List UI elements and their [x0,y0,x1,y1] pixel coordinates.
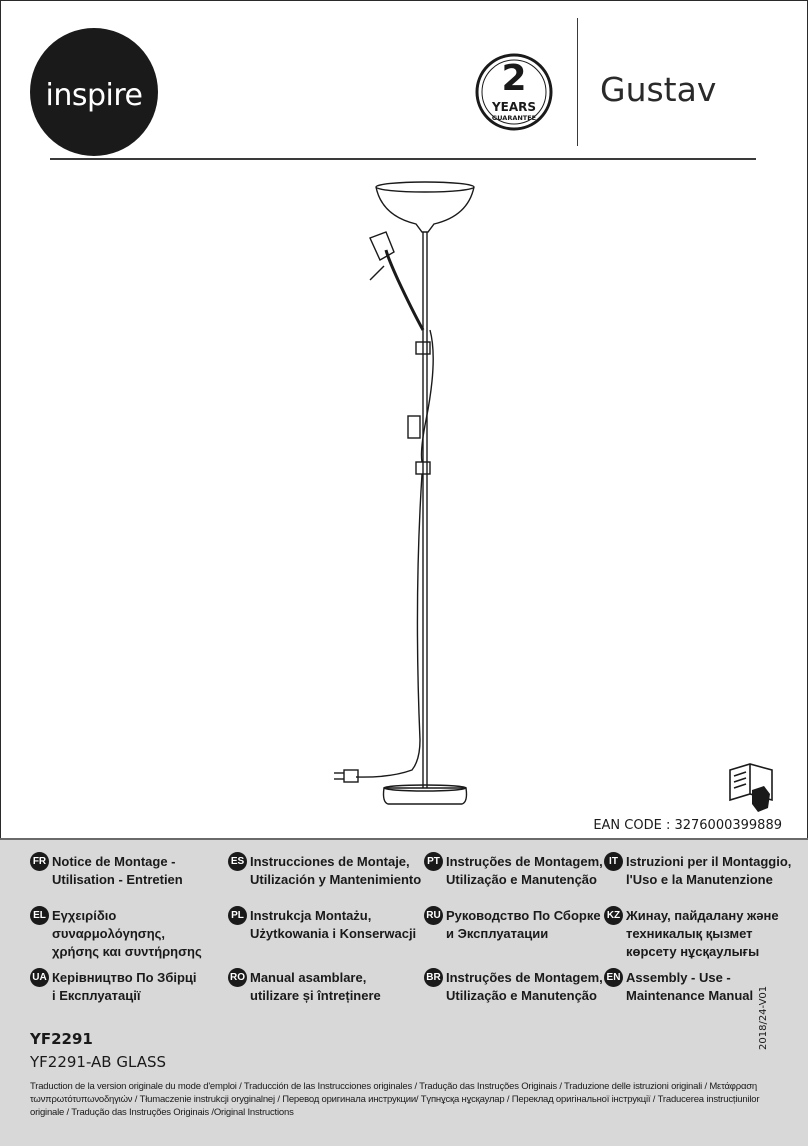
manual-book-icon [724,760,778,816]
language-badge: ES [228,852,247,871]
language-title [250,969,428,1005]
guarantee-badge [474,52,554,132]
language-line: і Експлуатації [52,988,141,1003]
model-number: YF2291 [30,1030,93,1048]
language-line: Руководство По Сборке [446,908,601,923]
language-title [250,907,428,943]
language-title [626,969,804,1005]
language-line: χρήσης και συντήρησης [52,944,202,959]
language-line: Instruções de Montagem, [446,854,603,869]
language-badge: PT [424,852,443,871]
header-rule [50,158,756,160]
language-badge: UA [30,968,49,987]
language-line: Utilización y Mantenimiento [250,872,422,887]
language-title [52,907,230,961]
language-line: техникалық қызмет [626,926,753,941]
language-line: Manual asamblare, [250,970,367,985]
language-badge: KZ [604,906,623,925]
language-line: Istruzioni per il Montaggio, [626,854,792,869]
language-title [250,853,428,889]
language-line: Utilização e Manutenção [446,872,597,887]
language-line: Użytkowania i Konserwacji [250,926,417,941]
language-badge: FR [30,852,49,871]
floor-lamp-icon [330,180,480,810]
language-line: Instrukcja Montażu, [250,908,372,923]
language-line: Керівництво По Збірці [52,970,197,985]
language-title [626,853,804,889]
language-badge: PL [228,906,247,925]
language-line: utilizare și întreținere [250,988,381,1003]
language-line: Instruções de Montagem, [446,970,603,985]
language-title [52,853,230,889]
product-name: Gustav [600,70,717,109]
ean-code: EAN CODE : 3276000399889 [593,818,782,833]
language-badge: BR [424,968,443,987]
language-line: Instrucciones de Montaje, [250,854,410,869]
language-line: Maintenance Manual [626,988,754,1003]
language-title [446,853,624,889]
brand-logo-text: inspire [45,78,143,113]
language-line: Εγχειρίδιο συναρμολόγησης, [52,908,166,941]
language-line: l'Uso e la Manutenzione [626,872,773,887]
language-line: Utilização e Manutenção [446,988,597,1003]
language-title [446,907,624,943]
model-variant: YF2291-AB GLASS [30,1053,166,1071]
language-badge: EL [30,906,49,925]
language-badge: IT [604,852,623,871]
language-badge: EN [604,968,623,987]
language-badge: RO [228,968,247,987]
language-title [446,969,624,1005]
header-divider [577,18,578,146]
language-title [626,907,804,961]
language-line: Жинау, пайдалану және [626,908,779,923]
language-badge: RU [424,906,443,925]
language-line: Notice de Montage - [52,854,176,869]
brand-logo [30,28,158,156]
guarantee-number: 2 [501,58,527,99]
language-line: и Эксплуатации [446,926,549,941]
guarantee-label: GUARANTEE [491,114,537,122]
document-version: 2018/24-V01 [758,985,769,1050]
guarantee-years: YEARS [491,100,537,114]
language-line: Utilisation - Entretien [52,872,183,887]
translation-note: Traduction de la version originale du mode d'emploi / Traducción de las Instrucciones originales / Tradução das Instruções Originais / Traduzione delle istruzioni originali / Μετάφραση τωνπρωτότυπωνοδηγιών / Tłumaczenie instrukcji oryginalnej / Перевод оригинала инструкции/ Түпнұсқа нұсқаулар / Переклад оригінальної інструкції / Traducerea instrucțiunilor originale / Tradução das Instruções Originais /Original Instructions [30,1081,760,1118]
language-title [52,969,230,1005]
language-line: көрсету нұсқаулығы [626,944,760,959]
language-line: Assembly - Use - [626,970,731,985]
